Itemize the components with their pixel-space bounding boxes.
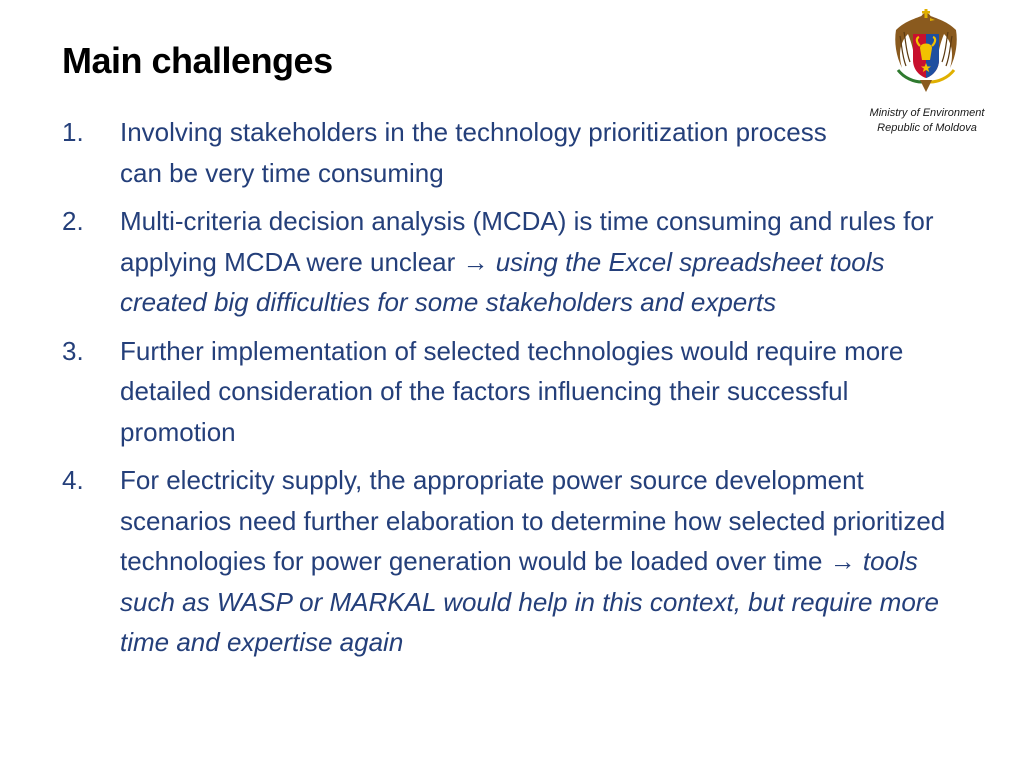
item-number: 1. [62, 117, 84, 147]
item-text [120, 112, 870, 193]
item-text [120, 331, 962, 453]
item-number: 4. [62, 465, 84, 495]
moldova-coat-of-arms-icon [888, 8, 964, 94]
ministry-caption-line2: Republic of Moldova [877, 122, 977, 134]
item-plain-text: Further implementation of selected technologies would require more detailed consideration of the factors influencing their successful promotion [120, 335, 904, 447]
list-item [62, 331, 962, 453]
item-number: 2. [62, 206, 84, 236]
item-text [120, 460, 962, 663]
item-plain-text: Multi-criteria decision analysis (MCDA) is time consuming and rules for applying MCDA were unclear → [120, 206, 934, 277]
ministry-caption-line1: Ministry of Environment [869, 107, 985, 119]
list-item [62, 201, 962, 323]
item-emphasis-text: tools such as WASP or MARKAL would help in this context, but require more time and expertise again [120, 546, 939, 657]
item-text [120, 201, 962, 323]
slide-title: Main challenges [62, 40, 333, 81]
item-number: 3. [62, 335, 84, 366]
item-emphasis-text: using the Excel spreadsheet tools created big difficulties for some stakeholders and experts [120, 246, 885, 317]
list-item [62, 112, 962, 193]
list-item [62, 460, 962, 663]
item-plain-text: Involving stakeholders in the technology prioritization process can be very time consuming [120, 117, 827, 188]
item-plain-text: For electricity supply, the appropriate power source development scenarios need further elaboration to determine how selected prioritized technologies for power generation would be loaded over time → [120, 465, 946, 576]
challenges-list [62, 112, 962, 671]
